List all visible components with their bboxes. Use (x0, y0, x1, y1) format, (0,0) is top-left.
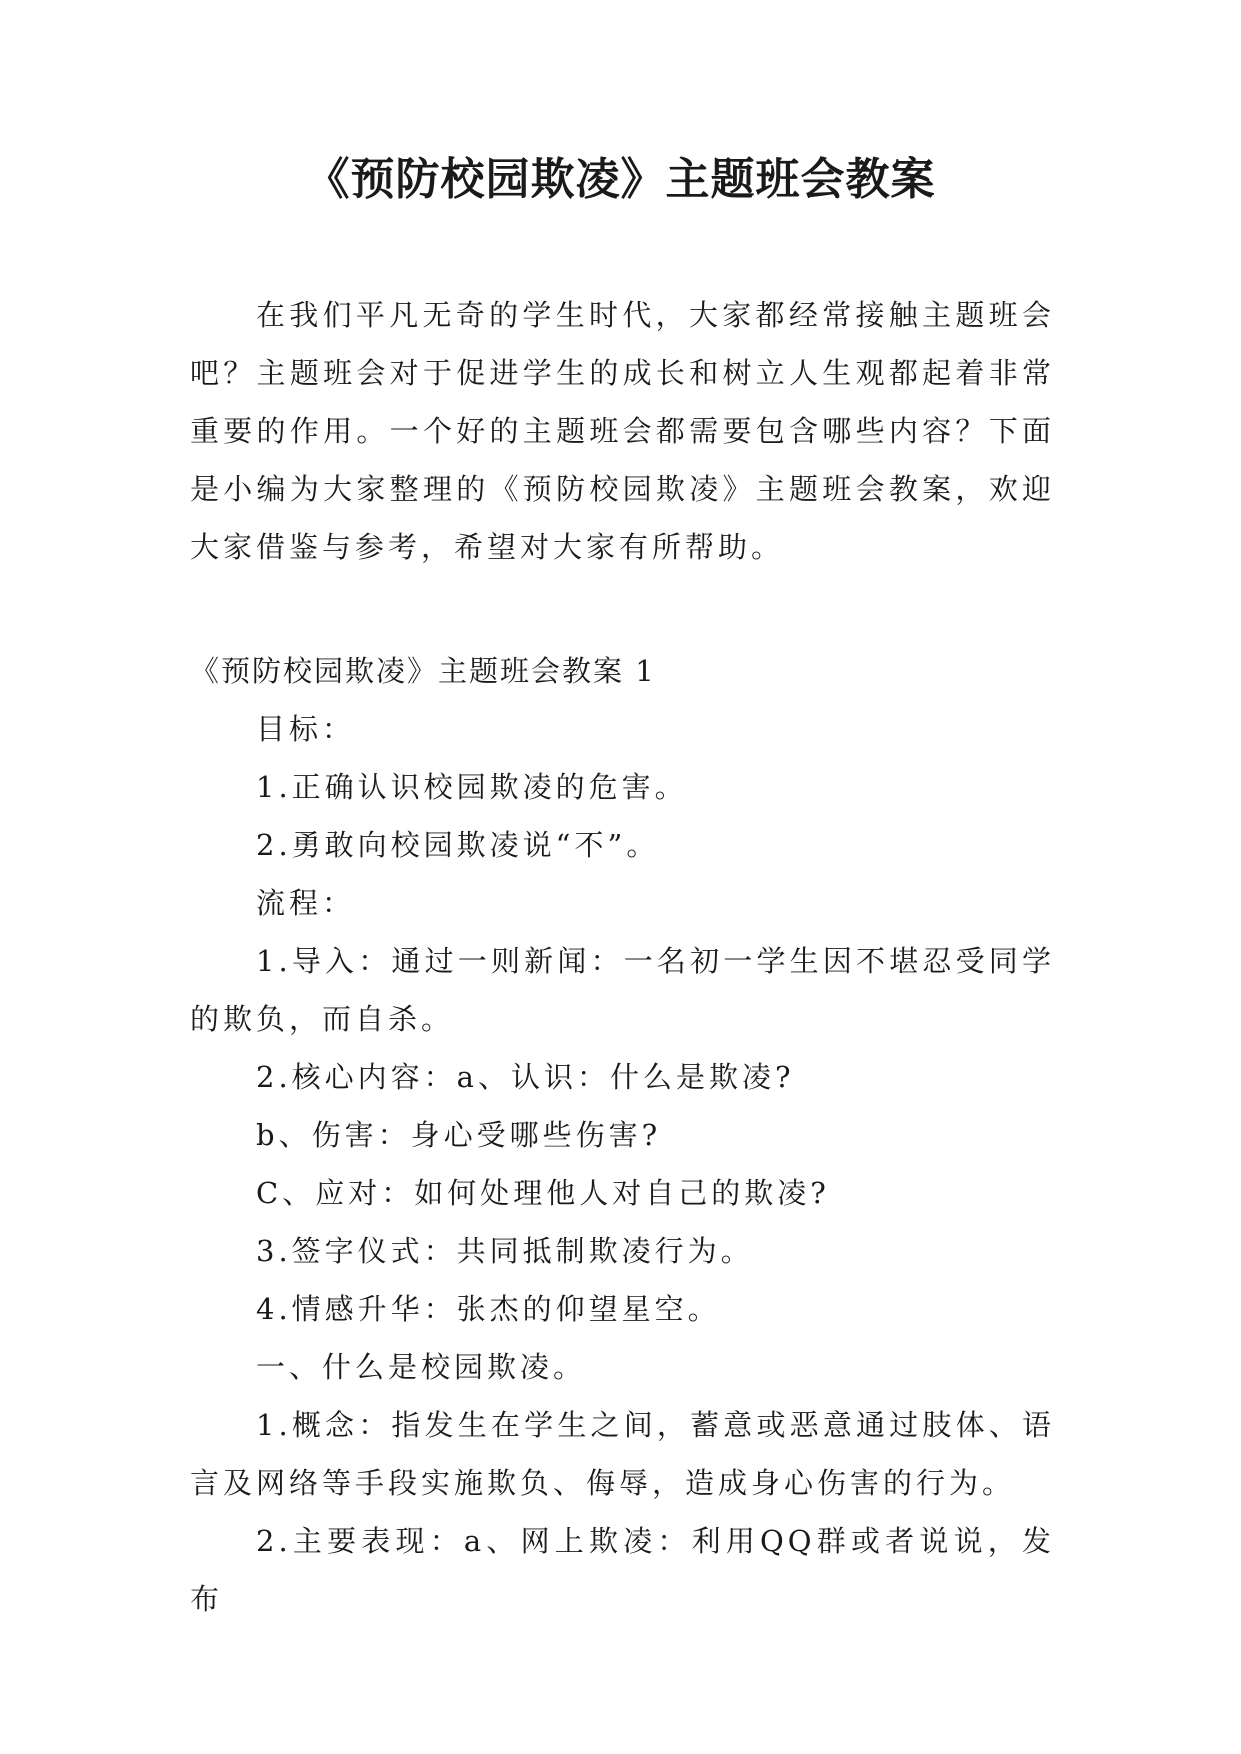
paragraph-goal-1: 1.正确认识校园欺凌的危害。 (256, 770, 688, 804)
paragraph-goals-label: 目标： (256, 712, 356, 746)
intro-paragraph: 在我们平凡无奇的学生时代，大家都经常接触主题班会吧？主题班会对于促进学生的成长和树立人生观都起着非常重要的作用。一个好的主题班会都需要包含哪些内容？下面是小编为大家整理的《预防校园欺凌》主题班会教案，欢迎大家借鉴与参考，希望对大家有所帮助。 (190, 298, 1055, 564)
paragraph-main-forms: 2.主要表现：a、网上欺凌：利用QQ群或者说说，发布 (190, 1524, 1055, 1616)
paragraph-concept: 1.概念：指发生在学生之间，蓄意或恶意通过肢体、语言及网络等手段实施欺负、侮辱，造成身心伤害的行为。 (190, 1408, 1055, 1500)
paragraph-step-3: 3.签字仪式：共同抵制欺凌行为。 (256, 1234, 754, 1268)
paragraph-step-2: 2.核心内容：a、认识：什么是欺凌? (256, 1060, 795, 1094)
paragraph-goal-2: 2.勇敢向校园欺凌说“不”。 (256, 828, 660, 862)
paragraph-step-4: 4.情感升华：张杰的仰望星空。 (256, 1292, 721, 1326)
document-title: 《预防校园欺凌》主题班会教案 (305, 154, 936, 205)
lesson-plan-section (190, 642, 1055, 1628)
paragraph-process-label: 流程： (256, 886, 356, 920)
paragraph-part-1-heading: 一、什么是校园欺凌。 (256, 1350, 587, 1384)
paragraph-step-2c: C、应对：如何处理他人对自己的欺凌? (256, 1176, 830, 1210)
section-heading: 《预防校园欺凌》主题班会教案 1 (190, 654, 656, 688)
paragraph-step-1: 1.导入：通过一则新闻：一名初一学生因不堪忍受同学的欺负，而自杀。 (190, 944, 1055, 1036)
paragraph-step-2b: b、伤害：身心受哪些伤害? (256, 1118, 662, 1152)
